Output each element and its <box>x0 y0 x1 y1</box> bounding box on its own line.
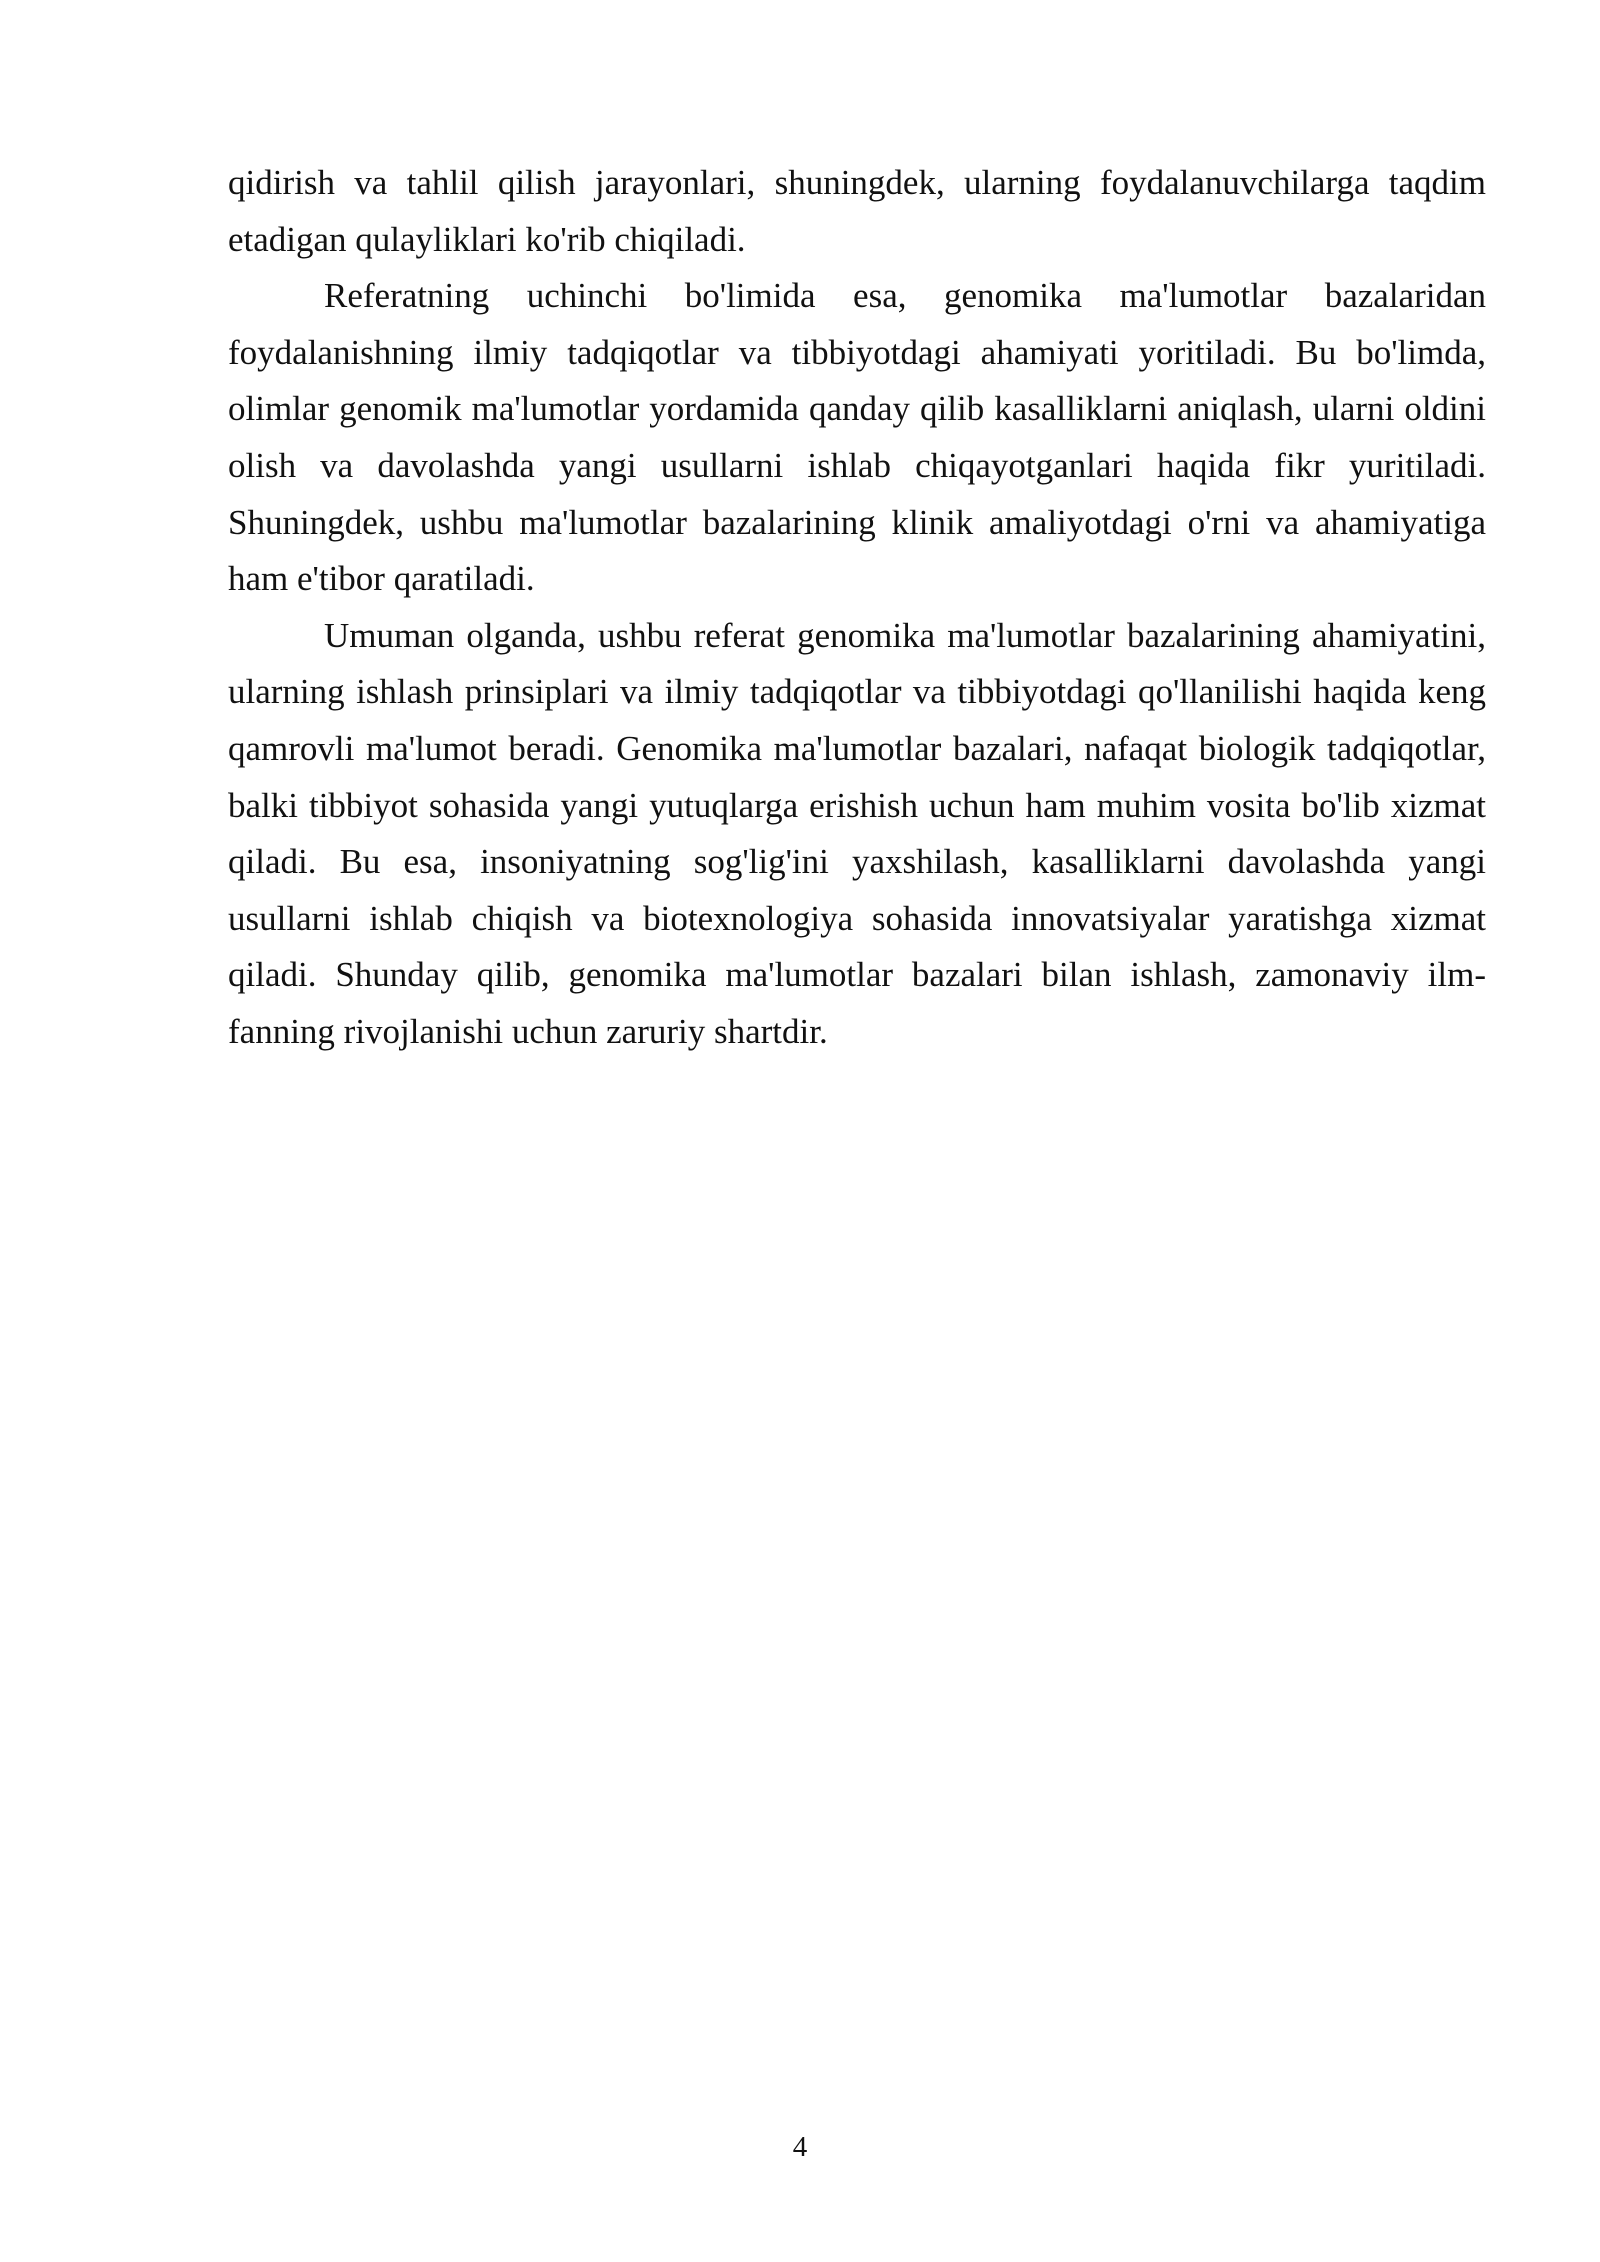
paragraph-conclusion: Umuman olganda, ushbu referat genomika ma'lumotlar bazalarining ahamiyatini, ularning ishlash prinsiplari va ilmiy tadqiqotlar va tibbiyotdagi qo'llanilishi haqida keng qamrovli ma'lumot beradi. Genomika ma'lumotlar bazalari, nafaqat biologik tadqiqotlar, balki tibbiyot sohasida yangi yutuqlarga erishish uchun ham muhim vosita bo'lib xizmat qiladi. Bu esa, insoniyatning sog'lig'ini yaxshilash, kasalliklarni davolashda yangi usullarni ishlab chiqish va biotexnologiya sohasida innovatsiyalar yaratishga xizmat qiladi. Shunday qilib, genomika ma'lumotlar bazalari bilan ishlash, zamonaviy ilm-fanning rivojlanishi uchun zaruriy shartdir. <box>228 615 1486 1051</box>
page-number: 4 <box>792 2131 808 2163</box>
paragraph-third-section: Referatning uchinchi bo'limida esa, genomika ma'lumotlar bazalaridan foydalanishning ilmiy tadqiqotlar va tibbiyotdagi ahamiyati yoritiladi. Bu bo'limda, olimlar genomik ma'lumotlar yordamida qanday qilib kasalliklarni aniqlash, ularni oldini olish va davolashda yangi usullarni ishlab chiqayotganlari haqida fikr yuritiladi. Shuningdek, ushbu ma'lumotlar bazalarining klinik amaliyotdagi o'rni va ahamiyatiga ham e'tibor qaratiladi. <box>228 276 1486 599</box>
page-body <box>228 155 1486 1061</box>
paragraph-continued: qidirish va tahlil qilish jarayonlari, shuningdek, ularning foydalanuvchilarga taqdim etadigan qulayliklari ko'rib chiqiladi. <box>228 163 1486 259</box>
